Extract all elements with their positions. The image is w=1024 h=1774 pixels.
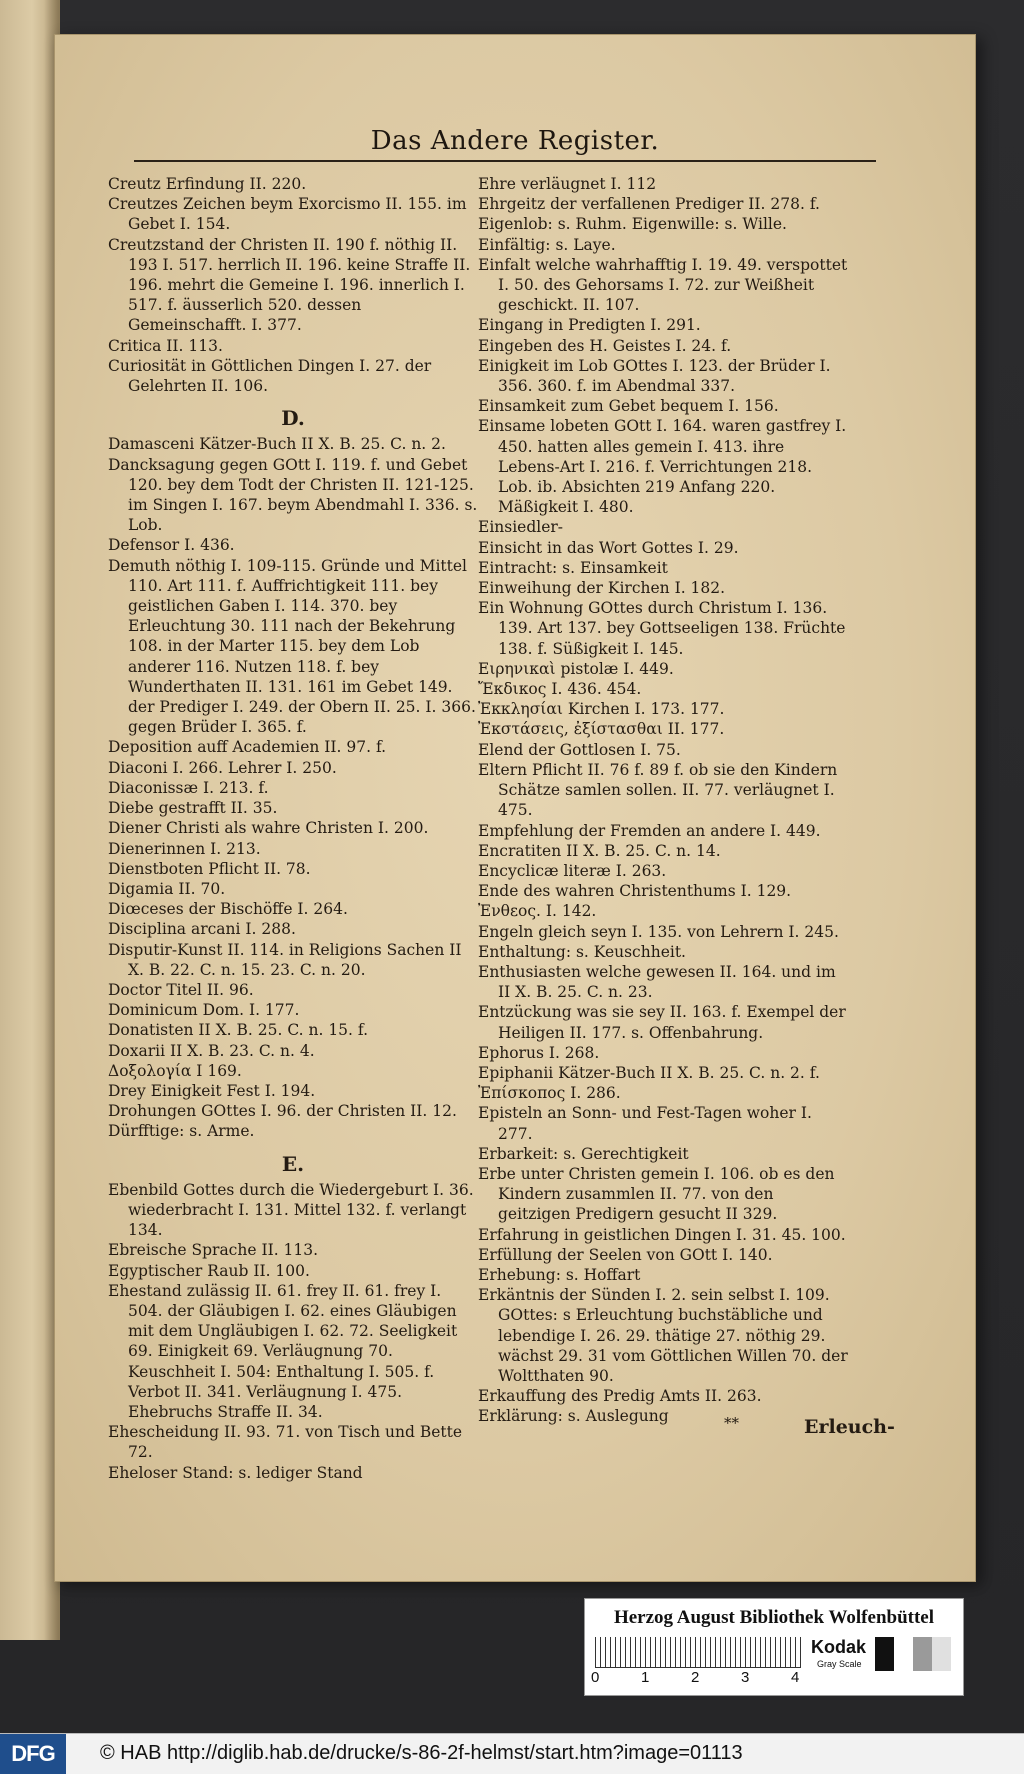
index-entry: Ehestand zulässig II. 61. frey II. 61. frey I. 504. der Gläubigen I. 62. eines Gläubigen mit dem Ungläubigen I. 62. 72. Seeligkeit 69. Einigkeit 69. Verläugnung 70. Keuschheit I. 504: Enthaltung I. 505. f. Verbot II. 341. Verläugnung I. 475. Ehebruchs Straffe II. 34.: [108, 1281, 458, 1421]
index-entry: Erfüllung der Seelen von GOtt I. 140.: [478, 1245, 773, 1264]
index-entry: Entzückung was sie sey II. 163. f. Exempel der Heiligen II. 177. s. Offenbahrung.: [478, 1003, 846, 1042]
gray-scale-patches: [875, 1637, 951, 1671]
index-entry: Engeln gleich seyn I. 135. von Lehrern I. 245.: [478, 922, 839, 941]
index-entry: Eingang in Predigten I. 291.: [478, 316, 701, 335]
index-entry: Ehescheidung II. 93. 71. von Tisch und Bette 72.: [108, 1423, 463, 1462]
index-entry: Eltern Pflicht II. 76 f. 89 f. ob sie den Kindern Schätze samlen sollen. II. 77. verläugnet I. 475.: [478, 760, 838, 820]
index-entry: Dancksagung gegen GOtt I. 119. f. und Gebet 120. bey dem Todt der Christen II. 121-125. im Singen I. 167. beym Abendmahl I. 336. s. Lob.: [108, 455, 478, 535]
index-entry: Einfalt welche wahrhafftig I. 19. 49. verspottet I. 50. des Gehorsams I. 72. zur Weißheit geschickt. II. 107.: [478, 255, 848, 315]
index-entry: Eingeben des H. Geistes I. 24. f.: [478, 336, 732, 355]
index-entry: Eintracht: s. Einsamkeit: [478, 558, 668, 577]
index-entry: Einfältig: s. Laye.: [478, 235, 616, 254]
index-entry: Ἐνθεος. I. 142.: [478, 902, 597, 921]
ruler-numbers: [591, 1669, 821, 1689]
index-entry: Epiphanii Kätzer-Buch II X. B. 25. C. n. 2. f.: [478, 1063, 820, 1082]
index-entry: Egyptischer Raub II. 100.: [108, 1261, 310, 1280]
index-entry: Deposition auff Academien II. 97. f.: [108, 738, 387, 757]
catchword: Erleuch-: [804, 1416, 895, 1438]
index-entry: Ehrgeitz der verfallenen Prediger II. 278. f.: [478, 195, 820, 214]
index-entry: Demuth nöthig I. 109-115. Gründe und Mittel 110. Art 111. f. Auffrichtigkeit 111. bey geistlichen Gaben I. 114. 370. bey Erleuchtung 30. 111 nach der Bekehrung 108. in der Marter 115. bey dem Lob anderer 116. Nutzen 118. f. bey Wunderthaten II. 131. 161 im Gebet 149. der Prediger I. 249. der Obern II. 25. I. 366. gegen Brüder I. 365. f.: [108, 556, 476, 737]
index-entry: Curiosität in Göttlichen Dingen I. 27. der Gelehrten II. 106.: [108, 356, 432, 396]
library-color-target: [584, 1598, 964, 1696]
index-entry: Damasceni Kätzer-Buch II X. B. 25. C. n. 2.: [108, 435, 446, 454]
index-entry: Creutz Erfindung II. 220.: [108, 175, 307, 193]
index-entry: Enthusiasten welche gewesen II. 164. und im II X. B. 25. C. n. 23.: [478, 962, 836, 1002]
gray-scale-label: Gray Scale: [817, 1659, 862, 1669]
footer-bar: [0, 1733, 1024, 1774]
index-entry: Einsicht in das Wort Gottes I. 29.: [478, 538, 739, 557]
index-entry: Creutzes Zeichen beym Exorcismo II. 155. im Gebet I. 154.: [108, 195, 467, 234]
page-header: Das Andere Register.: [370, 126, 660, 156]
index-entry: Ein Wohnung GOttes durch Christum I. 136. 139. Art 137. bey Gottseeligen 138. Früchte 138. f. Süßigkeit I. 145.: [478, 599, 846, 658]
index-entry: Dienstboten Pflicht II. 78.: [108, 859, 311, 878]
section-letter: E.: [281, 1151, 305, 1176]
scale-ruler: [595, 1637, 801, 1668]
index-entry: Eheloser Stand: s. lediger Stand: [108, 1463, 363, 1482]
index-entry: Ende des wahren Christenthums I. 129.: [478, 882, 792, 901]
gray-patch: [894, 1637, 913, 1671]
index-entry: Dominicum Dom. I. 177.: [108, 1001, 300, 1020]
dfg-logo: DFG: [0, 1734, 66, 1774]
index-entry: Dürfftige: s. Arme.: [108, 1122, 255, 1141]
index-entry: Encratiten II X. B. 25. C. n. 14.: [478, 841, 721, 860]
gray-patch: [913, 1637, 932, 1671]
index-entry: Donatisten II X. B. 25. C. n. 15. f.: [108, 1021, 369, 1040]
copyright-link[interactable]: © HAB http://diglib.hab.de/drucke/s-86-2f-helmst/start.htm?image=01113: [100, 1742, 743, 1764]
index-entry: Erbe unter Christen gemein I. 106. ob es den Kindern zusammlen II. 77. von den geitzigen Predigern gesucht II 329.: [478, 1164, 835, 1224]
page-catchwords: [674, 1412, 974, 1442]
index-entry: Drey Einigkeit Fest I. 194.: [108, 1081, 316, 1100]
index-entry: Episteln an Sonn- und Fest-Tagen woher I. 277.: [478, 1104, 812, 1143]
index-entry: Elend der Gottlosen I. 75.: [478, 740, 681, 759]
index-entry: Disciplina arcani I. 288.: [108, 920, 296, 939]
index-entry: Einsiedler-: [478, 518, 564, 537]
library-name: Herzog August Bibliothek Wolfenbüttel: [613, 1607, 935, 1628]
gray-patch: [875, 1637, 894, 1671]
ruler-number: 4: [791, 1669, 800, 1686]
header-rule: [134, 160, 876, 162]
index-entry: Erkauffung des Predig Amts II. 263.: [478, 1387, 762, 1406]
index-entry: Diener Christi als wahre Christen I. 200.: [108, 819, 429, 838]
index-column-left: [108, 174, 478, 1483]
index-entry: Ἔκδικος I. 436. 454.: [478, 680, 642, 699]
kodak-logo: Kodak: [811, 1637, 867, 1657]
index-entry: Δοξολογία I 169.: [108, 1061, 242, 1080]
index-entry: Diebe gestrafft II. 35.: [108, 799, 278, 818]
index-entry: Disputir-Kunst II. 114. in Religions Sachen II X. B. 22. C. n. 15. 23. C. n. 20.: [108, 940, 462, 979]
index-entry: Empfehlung der Fremden an andere I. 449.: [478, 821, 821, 840]
index-entry: Einsamkeit zum Gebet bequem I. 156.: [478, 397, 779, 416]
index-entry: Ἐπίσκοπος I. 286.: [478, 1084, 621, 1103]
index-entry: Erhebung: s. Hoffart: [478, 1265, 641, 1284]
ruler-number: 0: [591, 1669, 600, 1686]
index-entry: Ειρηνικαὶ pistolæ I. 449.: [478, 659, 674, 678]
index-entry: Einweihung der Kirchen I. 182.: [478, 579, 726, 598]
ruler-number: 1: [641, 1669, 650, 1686]
scanned-page: [54, 34, 976, 1582]
index-entry: Erklärung: s. Auslegung: [478, 1407, 669, 1426]
index-entry: Einigkeit im Lob GOttes I. 123. der Brüder I. 356. 360. f. im Abendmal 337.: [478, 356, 831, 396]
index-entry: Ehre verläugnet I. 112: [478, 175, 657, 193]
index-entry: Ebreische Sprache II. 113.: [108, 1241, 319, 1260]
index-column-right: [478, 174, 848, 1427]
section-letter: D.: [281, 406, 305, 431]
index-entry: Dienerinnen I. 213.: [108, 839, 261, 858]
index-entry: Diaconissæ I. 213. f.: [108, 778, 269, 797]
signature-mark: **: [724, 1414, 739, 1432]
index-entry: Drohungen GOttes I. 96. der Christen II. 12.: [108, 1102, 457, 1121]
index-entry: Critica II. 113.: [108, 336, 223, 355]
index-entry: Ἐκκλησίαι Kirchen I. 173. 177.: [478, 700, 725, 719]
gray-patch: [932, 1637, 951, 1671]
index-entry: Ebenbild Gottes durch die Wiedergeburt I. 36. wiederbracht I. 131. Mittel 132. f. verlangt 134.: [108, 1180, 474, 1240]
index-entry: Defensor I. 436.: [108, 536, 235, 555]
index-entry: Ἐκστάσεις, ἐξίστασθαι II. 177.: [478, 720, 725, 739]
index-entry: Erkäntnis der Sünden I. 2. sein selbst I. 109. GOttes: s Erleuchtung buchstäbliche und lebendige I. 26. 29. thätige 27. nöthig 29. wächst 29. 31 vom Göttlichen Willen 70. der Woltthaten 90.: [478, 1286, 848, 1385]
index-entry: Diœceses der Bischöffe I. 264.: [108, 900, 348, 919]
index-entry: Doctor Titel II. 96.: [108, 980, 254, 999]
index-entry: Erbarkeit: s. Gerechtigkeit: [478, 1144, 689, 1163]
ruler-number: 2: [691, 1669, 700, 1686]
ruler-number: 3: [741, 1669, 750, 1686]
index-entry: Ephorus I. 268.: [478, 1043, 600, 1062]
index-entry: Creutzstand der Christen II. 190 f. nöthig II. 193 I. 517. herrlich II. 196. keine Straffe II. 196. mehrt die Gemeine I. 196. innerlich I. 517. f. äusserlich 520. dessen Gemeinschafft. I. 377.: [108, 235, 471, 335]
index-entry: Encyclicæ literæ I. 263.: [478, 861, 667, 880]
index-entry: Diaconi I. 266. Lehrer I. 250.: [108, 758, 337, 777]
index-entry: Digamia II. 70.: [108, 879, 226, 898]
index-entry: Enthaltung: s. Keuschheit.: [478, 942, 686, 961]
index-entry: Eigenlob: s. Ruhm. Eigenwille: s. Wille.: [478, 215, 787, 234]
index-entry: Einsame lobeten GOtt I. 164. waren gastfrey I. 450. hatten alles gemein I. 413. ihre Lebens-Art I. 216. f. Verrichtungen 218. Lob. ib. Absichten 219 Anfang 220. Mäßigkeit I. 480.: [478, 417, 847, 517]
index-entry: Erfahrung in geistlichen Dingen I. 31. 45. 100.: [478, 1225, 846, 1244]
index-entry: Doxarii II X. B. 23. C. n. 4.: [108, 1041, 315, 1060]
